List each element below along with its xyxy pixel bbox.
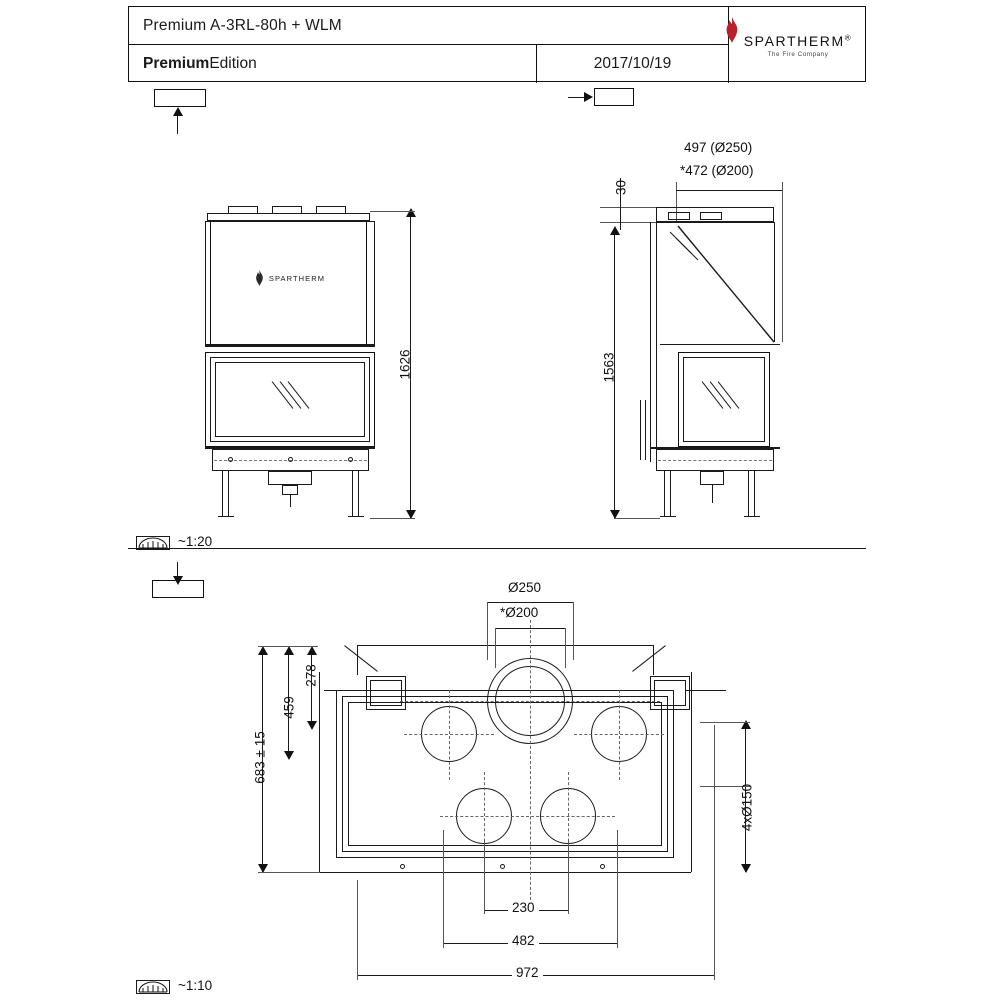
sheet-divider: [128, 548, 866, 549]
view-direction-up-icon: [173, 107, 183, 116]
side-foot-1: [660, 516, 676, 517]
front-logo-plate: [250, 268, 328, 288]
flue-centerline-h: [400, 701, 660, 702]
edition-label: [129, 45, 537, 83]
dim-1626-ext-bottom: [370, 518, 415, 519]
dim-150-label: 4xØ150: [739, 783, 755, 832]
flue-label-497: 497 (Ø250): [684, 140, 753, 155]
front-top-plate: [207, 213, 370, 221]
flame-icon: [724, 17, 740, 43]
side-leg-2a: [748, 471, 749, 516]
side-mid-shelf: [660, 344, 780, 345]
dim-flue250-line: [487, 602, 573, 603]
dim-flue250-ext-r: [573, 602, 574, 660]
plan-top-left-v: [357, 645, 358, 675]
brand-registered: ®: [844, 32, 853, 42]
dim-flue200-ext-r: [565, 628, 566, 668]
side-diagonal-group: [656, 222, 776, 344]
plan-bevel-right: [632, 645, 666, 672]
air-hole-1-cv: [449, 690, 450, 780]
side-rear-rail: [640, 400, 641, 460]
dim-flue200-label: *Ø200: [500, 605, 539, 620]
dim-459-arrow-top: [284, 646, 294, 655]
front-base-hole-3: [348, 457, 353, 462]
view-symbol-box-side: [594, 88, 634, 106]
brand-tagline: The Fire Company: [767, 50, 829, 58]
side-base-centerline: [658, 460, 772, 461]
side-center-stem: [712, 485, 713, 503]
dim-30-label: 30: [613, 179, 629, 196]
dim-972-ext-l: [357, 880, 358, 980]
drawing-date: 2017/10/19: [537, 45, 729, 83]
dim-flue200-ext-l: [495, 628, 496, 668]
product-title: Premium A-3RL-80h + WLM: [129, 7, 729, 45]
dim-150-arrow-bottom: [741, 864, 751, 873]
dim-flue250-ext-l: [487, 602, 488, 660]
flue-dim-line: [676, 190, 782, 191]
flue-centerline-v: [530, 620, 531, 910]
dim-flue200-line: [495, 628, 565, 629]
front-mid-sep: [205, 345, 375, 347]
side-rear-rail-2: [645, 400, 646, 460]
dim-482-label: 482: [508, 933, 539, 948]
brand-text: SPARTHERM: [743, 32, 845, 49]
plan-bottom-hole-2: [500, 864, 505, 869]
front-logo-text: SPARTHERM: [268, 273, 326, 283]
view-symbol-box: [154, 89, 206, 107]
air-hole-2-cv: [619, 690, 620, 780]
dim-230-label: 230: [508, 900, 539, 915]
plan-bracket-left-in: [370, 680, 402, 706]
plan-bracket-left-arm: [324, 690, 370, 691]
front-center-nozzle: [282, 485, 298, 495]
dim-flue250-label: Ø250: [508, 580, 542, 595]
front-glass-inner-2: [215, 362, 365, 437]
dim-278-arrow-bottom: [307, 721, 317, 730]
plan-bottom-hole-1: [400, 864, 405, 869]
scale-upper-label: ~1:20: [178, 534, 213, 549]
side-center-bracket: [700, 471, 724, 485]
front-center-bracket: [268, 471, 312, 485]
side-leg-1b: [670, 471, 671, 516]
air-hole-34-cl: [440, 816, 615, 817]
plan-top-edge: [357, 645, 653, 646]
flame-icon-front: [253, 270, 266, 286]
dim-1626-ext-top: [370, 211, 415, 212]
title-block: [128, 6, 866, 82]
front-leg-2a: [352, 471, 353, 516]
dim-278-label: 278: [303, 664, 319, 687]
front-base-hole-1: [228, 457, 233, 462]
plan-left-edge: [319, 672, 320, 872]
front-center-stem: [290, 495, 291, 507]
dim-683-label: 683 ± 15: [252, 731, 268, 784]
side-foot-2: [744, 516, 760, 517]
dim-683-ext-top: [258, 646, 318, 647]
flue-dim-ext-right: [782, 182, 783, 342]
plan-bevel-left: [344, 645, 378, 672]
front-foot-2: [348, 516, 364, 517]
dim-683-arrow-top: [258, 646, 268, 655]
plan-bottom-edge: [319, 872, 691, 873]
flue-label-472: *472 (Ø200): [680, 163, 754, 178]
dim-1563-label: 1563: [601, 352, 617, 383]
front-base-hole-2: [288, 457, 293, 462]
view-direction-down-icon: [173, 576, 183, 585]
plan-bottom-hole-3: [600, 864, 605, 869]
scale-bar-icon-upper: [136, 536, 170, 550]
brand-name: [744, 33, 853, 49]
edition-bold: Premium: [143, 55, 210, 72]
plan-bracket-right-in: [654, 680, 686, 706]
plan-bracket-right-arm: [686, 690, 726, 691]
side-top-tab-1: [668, 212, 690, 220]
dim-150-ext-top: [700, 722, 750, 723]
front-leg-2b: [358, 471, 359, 516]
side-back-wall: [650, 222, 651, 462]
side-leg-2b: [754, 471, 755, 516]
plan-right-edge: [691, 672, 692, 872]
dim-459-label: 459: [281, 696, 297, 719]
plan-top-right-v: [653, 645, 654, 675]
dim-482-ext-l: [443, 830, 444, 948]
dim-230-ext-r: [568, 840, 569, 914]
scale-lower-label: ~1:10: [178, 978, 213, 993]
dim-459-arrow-bottom: [284, 751, 294, 760]
side-top-tab-2: [700, 212, 722, 220]
dim-1626-label: 1626: [397, 349, 413, 380]
dim-972-label: 972: [512, 965, 543, 980]
dim-683-ext-bottom: [258, 872, 320, 873]
dim-482-ext-r: [617, 830, 618, 948]
dim-230-ext-l: [484, 840, 485, 914]
dim-1563-ext-bottom: [614, 518, 660, 519]
edition-rest: Edition: [209, 55, 257, 72]
front-leg-1b: [228, 471, 229, 516]
brand-logo: [729, 7, 867, 83]
dim-1563-arrow-top: [610, 226, 620, 235]
view-direction-right-icon: [584, 92, 593, 102]
dim-972-ext-r: [714, 725, 715, 980]
scale-bar-icon-lower: [136, 980, 170, 994]
side-leg-1a: [664, 471, 665, 516]
front-foot-1: [218, 516, 234, 517]
dim-1626-arrow-top: [406, 208, 416, 217]
front-leg-1a: [222, 471, 223, 516]
